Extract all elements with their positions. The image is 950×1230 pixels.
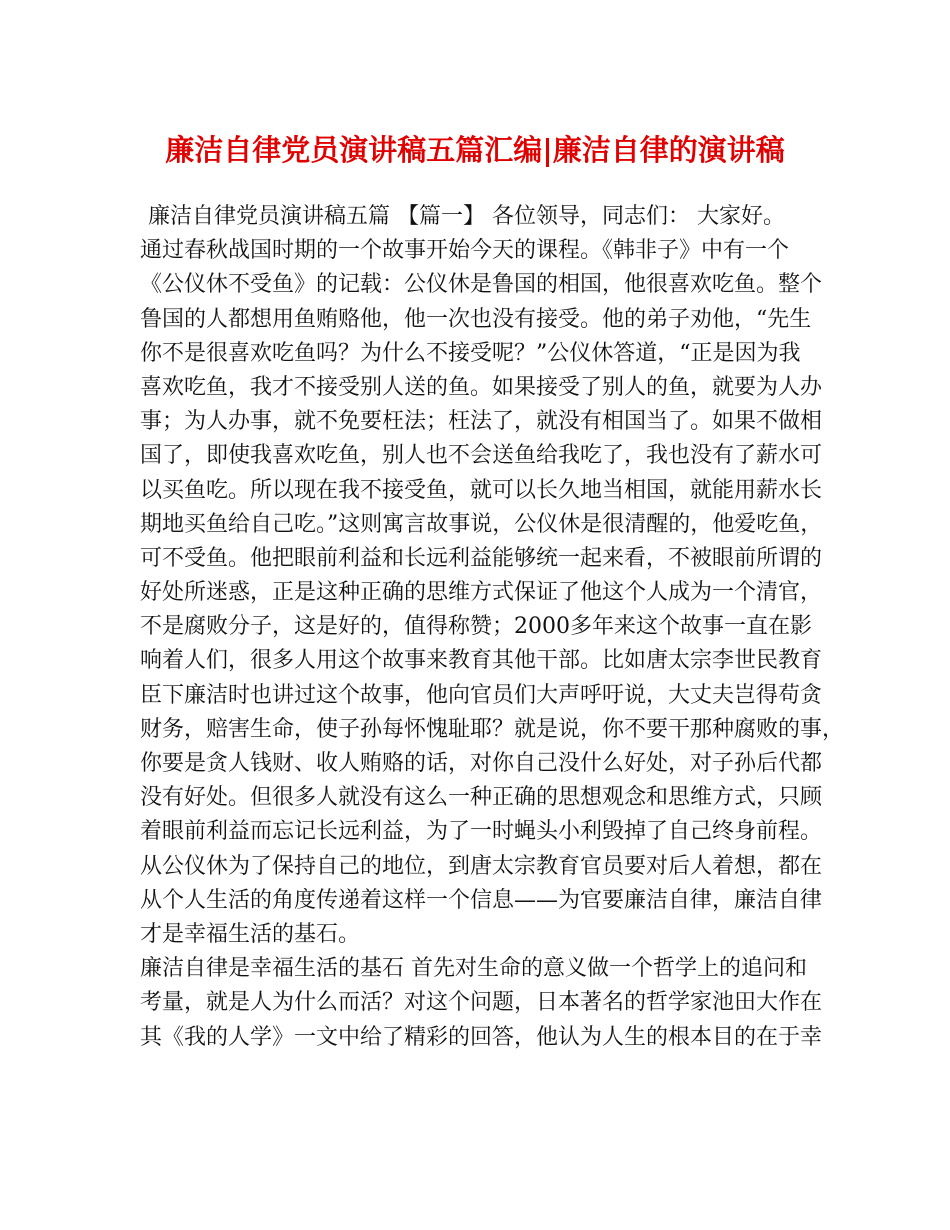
- text-line: 喜欢吃鱼，我才不接受别人送的鱼。如果接受了别人的鱼，就要为人办: [140, 374, 823, 400]
- document-body: [140, 200, 845, 1055]
- text-line: 其《我的人学》一文中给了精彩的回答，他认为人生的根本目的在于幸: [140, 1024, 823, 1050]
- text-line: 从公仪休为了保持自己的地位，到唐太宗教育官员要对后人着想，都在: [140, 853, 823, 879]
- text-line: 事；为人办事，就不免要枉法；枉法了，就没有相国当了。如果不做相: [140, 409, 823, 435]
- text-line: 通过春秋战国时期的一个故事开始今天的课程。《韩非子》中有一个: [140, 238, 790, 264]
- text-line: 你不是很喜欢吃鱼吗？为什么不接受呢？”公仪休答道，“正是因为我: [140, 340, 801, 366]
- text-line: 《公仪休不受鱼》的记载：公仪休是鲁国的相国，他很喜欢吃鱼。整个: [140, 272, 823, 298]
- text-line: 以买鱼吃。所以现在我不接受鱼，就可以长久地当相国，就能用薪水长: [140, 477, 823, 503]
- document-title: 廉洁自律党员演讲稿五篇汇编|廉洁自律的演讲稿: [165, 133, 785, 167]
- text-line: 考量，就是人为什么而活？对这个问题，日本著名的哲学家池田大作在: [140, 990, 823, 1016]
- text-line: 才是幸福生活的基石。: [140, 921, 361, 947]
- text-line: 国了，即使我喜欢吃鱼，别人也不会送鱼给我吃了，我也没有了薪水可: [140, 443, 823, 469]
- text-line: 你要是贪人钱财、收人贿赂的话，对你自己没什么好处，对子孙后代都: [140, 751, 823, 776]
- text-line: 好处所迷惑，正是这种正确的思维方式保证了他这个人成为一个清官，: [140, 580, 823, 606]
- text-line: 鲁国的人都想用鱼贿赂他，他一次也没有接受。他的弟子劝他，“先生: [140, 306, 812, 332]
- text-line: 着眼前利益而忘记长远利益，为了一时蝇头小利毁掉了自己终身前程。: [140, 819, 823, 845]
- text-line: 财务，赔害生命，使子孙每怀愧耻耶？就是说，你不要干那种腐败的事，: [140, 716, 845, 742]
- text-line: 从个人生活的角度传递着这样一个信息——为官要廉洁自律，廉洁自律: [140, 887, 823, 913]
- text-line: 可不受鱼。他把眼前利益和长远利益能够统一起来看，不被眼前所谓的: [140, 545, 823, 571]
- text-line: 没有好处。但很多人就没有这么一种正确的思想观念和思维方式，只顾: [140, 785, 823, 811]
- text-line: 廉洁自律是幸福生活的基石 首先对生命的意义做一个哲学上的追问和: [140, 956, 807, 982]
- text-line: 不是腐败分子，这是好的，值得称赞；2000多年来这个故事一直在影: [140, 614, 812, 640]
- text-line: 响着人们，很多人用这个故事来教育其他干部。比如唐太宗李世民教育: [140, 648, 823, 674]
- text-line: 臣下廉洁时也讲过这个故事，他向官员们大声呼吁说，大丈夫岂得苟贪: [140, 682, 823, 708]
- text-line: 期地买鱼给自己吃。”这则寓言故事说，公仪休是很清醒的，他爱吃鱼，: [140, 511, 823, 537]
- text-line: 廉洁自律党员演讲稿五篇 【篇一】 各位领导，同志们： 大家好。: [148, 204, 785, 229]
